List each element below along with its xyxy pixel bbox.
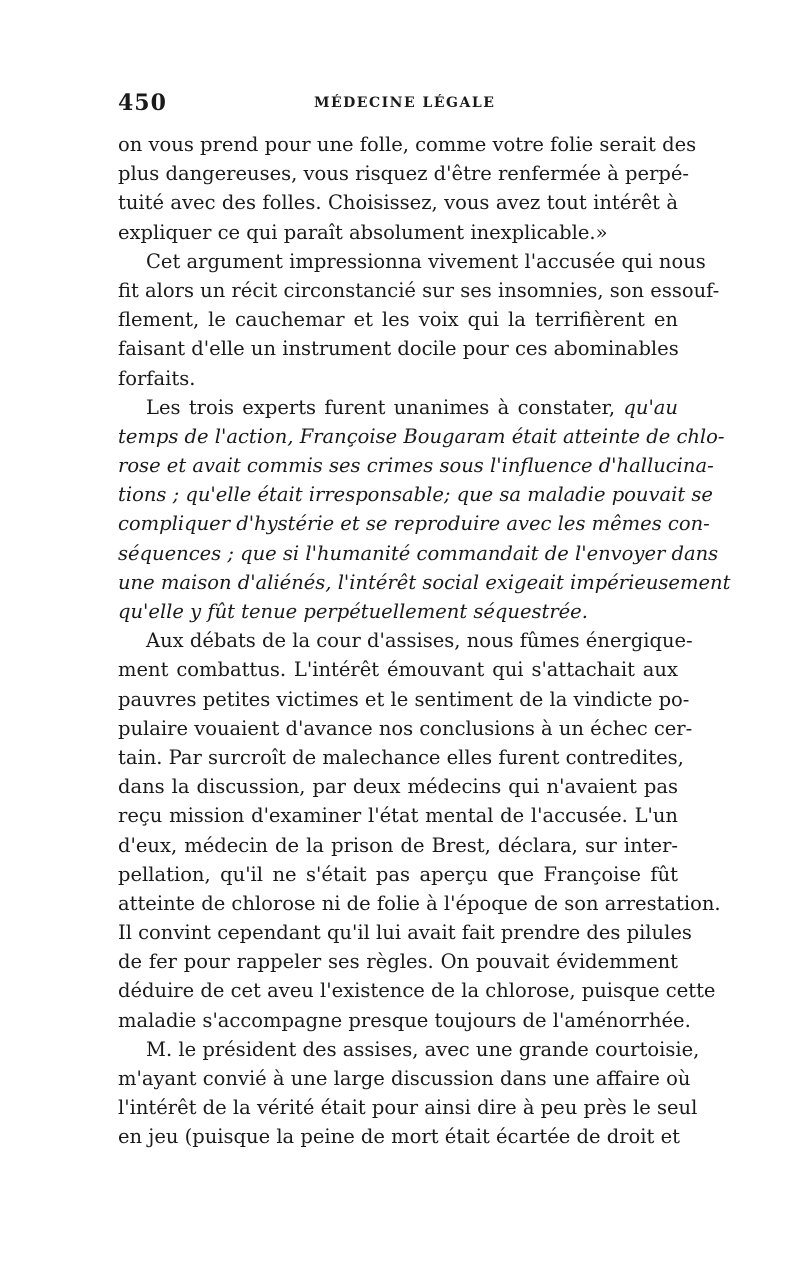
running-title: MÉDECINE LÉGALE: [314, 95, 496, 111]
text-line: d'eux, médecin de la prison de Brest, déclara, sur inter-: [118, 833, 678, 857]
text-line: qu'elle y fût tenue perpétuellement séquestrée.: [118, 600, 588, 623]
text-line: Il convint cependant qu'il lui avait fait prendre des pilules: [118, 921, 692, 945]
page-number: 450: [118, 90, 167, 116]
text-line: pauvres petites victimes et le sentiment de la vindicte po-: [118, 687, 690, 711]
text-line: reçu mission d'examiner l'état mental de l'accusée. L'un: [118, 804, 678, 828]
text-span: Les trois experts furent unanimes à constater,: [146, 395, 616, 419]
text-line: forfaits.: [118, 366, 196, 390]
text-line: déduire de cet aveu l'existence de la chlorose, puisque cette: [118, 979, 716, 1003]
text-line: séquences ; que si l'humanité commandait de l'envoyer dans: [118, 541, 719, 565]
text-line: dans la discussion, par deux médecins qui n'avaient pas: [118, 775, 678, 799]
page-body: [118, 130, 731, 1152]
text-line: atteinte de chlorose ni de folie à l'époque de son arrestation.: [118, 891, 721, 915]
text-line: de fer pour rappeler ses règles. On pouvait évidemment: [118, 950, 678, 974]
text-line: maladie s'accompagne presque toujours de l'aménorrhée.: [118, 1008, 691, 1032]
text-line: flement, le cauchemar et les voix qui la terrifièrent en: [118, 308, 678, 332]
text-line: compliquer d'hystérie et se reproduire avec les mêmes con-: [118, 512, 710, 536]
text-line: l'intérêt de la vérité était pour ainsi dire à peu près le seul: [118, 1096, 698, 1120]
page-header: [118, 90, 678, 120]
text-line: ment combattus. L'intérêt émouvant qui s'attachait aux: [118, 658, 678, 682]
text-line: plus dangereuses, vous risquez d'être renfermée à perpé-: [118, 162, 690, 186]
text-line: [118, 393, 678, 422]
text-line: Cet argument impressionna vivement l'accusée qui nous: [146, 249, 706, 273]
text-line: fit alors un récit circonstancié sur ses insomnies, son essouf-: [118, 278, 720, 302]
text-line: on vous prend pour une folle, comme votre folie serait des: [118, 133, 697, 156]
text-line: une maison d'aliénés, l'intérêt social exigeait impérieusement: [118, 570, 731, 594]
text-line: rose et avait commis ses crimes sous l'influence d'hallucina-: [118, 454, 714, 478]
text-line: m'ayant convié à une large discussion dans une affaire où: [118, 1067, 691, 1090]
text-line: en jeu (puisque la peine de mort était écartée de droit et: [118, 1125, 680, 1149]
text-line: M. le président des assises, avec une grande courtoisie,: [146, 1037, 700, 1061]
text-line: pellation, qu'il ne s'était pas aperçu que Françoise fût: [118, 862, 678, 886]
text-line: tuité avec des folles. Choisissez, vous avez tout intérêt à: [118, 191, 678, 215]
text-line: tions ; qu'elle était irresponsable; que sa maladie pouvait se: [118, 483, 713, 507]
italic-span: qu'au: [623, 395, 678, 419]
text-line: expliquer ce qui paraît absolument inexplicable.»: [118, 220, 608, 244]
text-line: temps de l'action, Françoise Bougaram était atteinte de chlo-: [118, 424, 725, 448]
text-line: tain. Par surcroît de malechance elles furent contredites,: [118, 745, 684, 769]
text-line: pulaire vouaient d'avance nos conclusions à un échec cer-: [118, 716, 693, 740]
text-line: Aux débats de la cour d'assises, nous fûmes énergique-: [146, 629, 693, 653]
text-line: faisant d'elle un instrument docile pour ces abominables: [118, 337, 679, 361]
